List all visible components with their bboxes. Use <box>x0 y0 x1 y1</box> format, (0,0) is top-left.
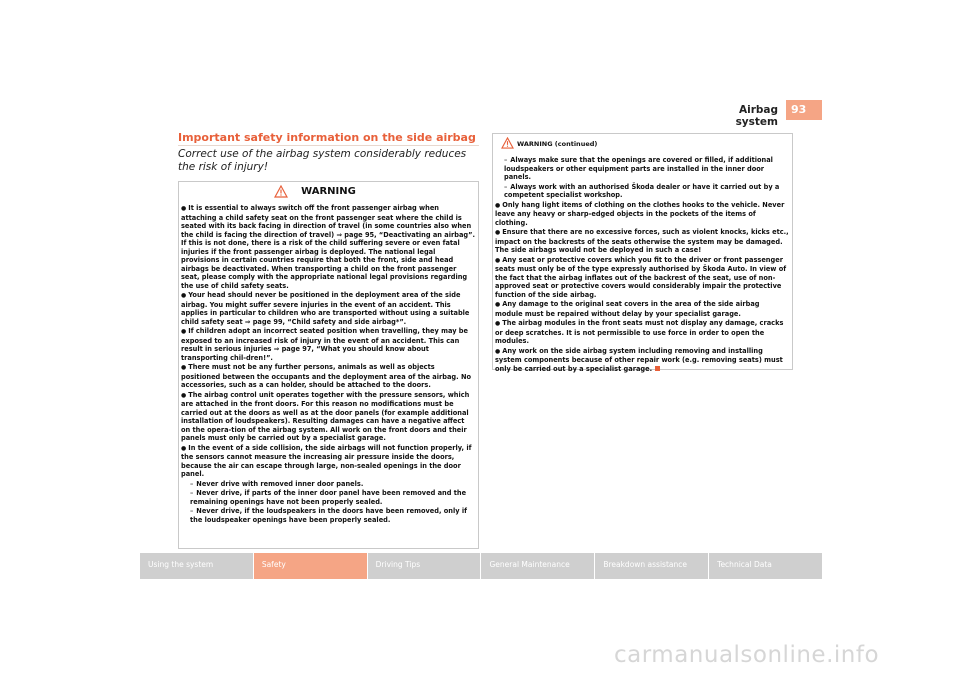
warning-bullet-item <box>495 256 789 300</box>
warning-item-text: Never drive with removed inner door panels. <box>196 479 364 488</box>
nav-tab-technical-data[interactable]: Technical Data <box>709 553 822 579</box>
warning-body <box>181 204 475 525</box>
warning-box <box>178 181 479 549</box>
warning-sub-item <box>495 183 789 200</box>
warning-continued-box <box>492 133 793 373</box>
warning-item-text: Any damage to the original seat covers in the area of the side airbag module must be repaired without delay by your specialist garage. <box>495 300 760 318</box>
warning-bullet-item <box>181 391 475 443</box>
warning-bullet-item <box>495 300 789 318</box>
warning-sub-item <box>181 507 475 524</box>
warning-item-text: Never drive, if parts of the inner door panel have been removed and the remaining openings have not been properly sealed. <box>190 489 467 506</box>
dash-marker: – <box>190 479 194 488</box>
warning-item-text: It is essential to always switch off the front passenger airbag when attaching a child safety seat on the front passenger seat where the child is seated with its back facing in direction of travel (in some countries also when the child is facing the direction of travel) ⇒ page 95, “Deactivating an airbag”. If this is not done, there is a risk of the child suffering severe or even fatal injuries if the front passenger airbag is deployed. The national legal provisions in certain countries require that both the front, side and head airbags be deactivated. When transporting a child on the front passenger seat, please comply with the appropriate national legal provisions regarding the use of child safety seats. <box>181 204 475 290</box>
page-header-title: Airbag system <box>735 104 778 128</box>
warning-sub-item <box>181 480 475 489</box>
warning-bullet-item <box>181 291 475 326</box>
warning-sub-item <box>181 489 475 506</box>
warning-item-text: There must not be any further persons, animals as well as objects positioned between the occupants and the deployment area of the airbag. No accessories, such as a can holder, should be attached to the doors. <box>181 363 472 389</box>
warning-bullet-item <box>495 319 789 346</box>
warning-item-text: If children adopt an incorrect seated position when travelling, they may be exposed to an increased risk of injury in the event of an accident. This can result in serious injuries ⇒ page 97, “What you should know about transporting chil-dren!”. <box>181 327 468 362</box>
dash-marker: – <box>504 156 508 164</box>
warning-triangle-icon <box>501 137 514 149</box>
warning-continued-body <box>495 156 789 374</box>
section-title: Important safety information on the side airbag <box>178 131 476 144</box>
warning-heading: WARNING <box>301 186 356 197</box>
warning-item-text: The airbag control unit operates together with the pressure sensors, which are attached in the front doors. For this reason no modifications must be carried out at the doors as well as at the door panels (for example additional installation of loudspeakers). Resulting damages can have a negative affect on the opera-tion of the airbag system. All work on the front doors and their panels must only be carried out by a specialist garage. <box>181 390 470 442</box>
warning-item-text: Ensure that there are no excessive forces, such as violent knocks, kicks etc., impact on the backrests of the seats otherwise the system may be damaged. The side airbags would not be deployed in such a case! <box>495 228 789 254</box>
warning-bullet-item <box>181 327 475 362</box>
title-divider <box>178 145 479 146</box>
nav-tab-breakdown-assistance[interactable]: Breakdown assistance <box>595 553 708 579</box>
dash-marker: – <box>190 507 194 515</box>
warning-bullet-item <box>495 347 789 374</box>
warning-continued-heading: WARNING (continued) <box>517 140 598 148</box>
nav-tab-general-maintenance[interactable]: General Maintenance <box>481 553 594 579</box>
page-number: 93 <box>786 100 822 120</box>
section-intro: Correct use of the airbag system considerably reduces the risk of injury! <box>178 148 467 173</box>
nav-tab-driving-tips[interactable]: Driving Tips <box>368 553 481 579</box>
warning-bullet-item <box>495 201 789 228</box>
warning-item-text: Your head should never be positioned in the deployment area of the side airbag. You might suffer severe injuries in the event of an accident. This applies in particular to children who are transported without using a suitable child safety seat ⇒ page 99, “Child safety and side airbag*”. <box>181 291 470 326</box>
dash-marker: – <box>504 182 508 191</box>
warning-bullet-item <box>181 204 475 290</box>
warning-item-text: The airbag modules in the front seats must not display any damage, cracks or deep scratches. It is not permissible to use force in order to open the modules. <box>495 319 784 345</box>
warning-bullet-item <box>181 444 475 479</box>
nav-tab-using-the-system[interactable]: Using the system <box>140 553 253 579</box>
nav-tab-safety[interactable]: Safety <box>254 553 367 579</box>
section-end-marker <box>655 366 660 371</box>
chapter-nav <box>140 553 822 579</box>
warning-item-text: Always make sure that the openings are covered or filled, if additional loudspeakers or other equipment parts are installed in the inner door panels. <box>504 156 773 181</box>
warning-item-text: Any work on the side airbag system including removing and installing system components because of other repair work (e.g. removing seats) must only be carried out by a specialist garage. <box>495 346 783 373</box>
warning-item-text: Never drive, if the loudspeakers in the doors have been removed, only if the loudspeaker openings have been properly sealed. <box>190 507 467 524</box>
watermark: carmanualsonline.info <box>614 642 880 668</box>
warning-item-text: Any seat or protective covers which you fit to the driver or front passenger seats must only be of the type expressly authorised by Škoda Auto. In view of the fact that the airbag inflates out of the backrest of the seat, use of non-approved seat or protective covers would considerably impair the protective function of the side airbag. <box>495 255 787 299</box>
warning-bullet-item <box>181 363 475 390</box>
warning-bullet-item <box>495 228 789 255</box>
warning-item-text: Only hang light items of clothing on the clothes hooks to the vehicle. Never leave any heavy or sharp-edged objects in the pockets of the items of clothing. <box>495 200 785 227</box>
warning-item-text: Always work with an authorised Škoda dealer or have it carried out by a competent specialist workshop. <box>504 182 780 199</box>
dash-marker: – <box>190 489 194 497</box>
warning-sub-item <box>495 156 789 182</box>
warning-item-text: In the event of a side collision, the side airbags will not function properly, if the sensors cannot measure the increasing air pressure inside the doors, because the air can escape through large, non-sealed openings in the door panel. <box>181 443 472 478</box>
